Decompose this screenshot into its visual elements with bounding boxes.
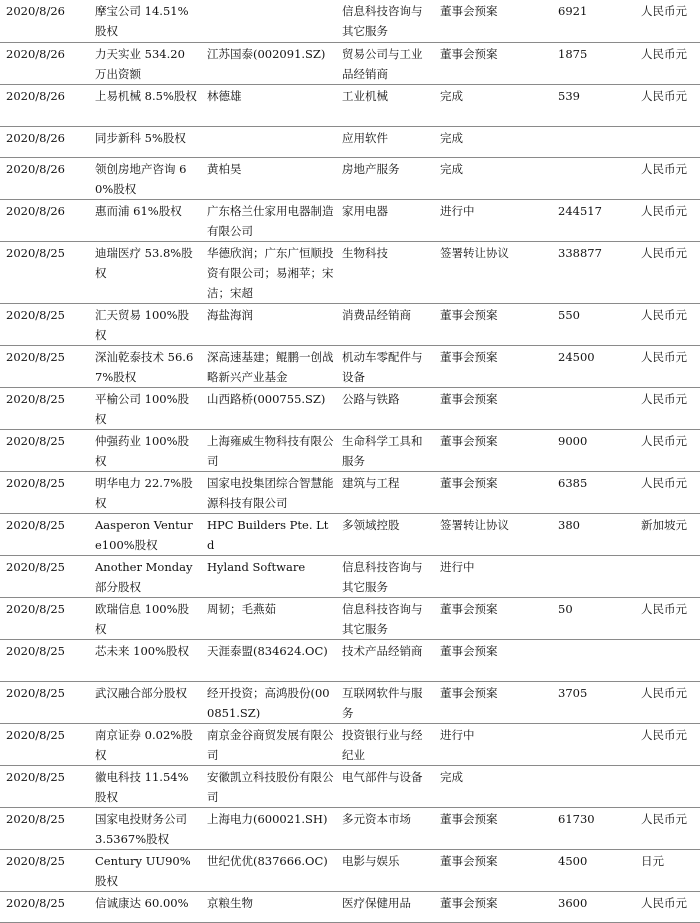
target-cell: 芯未来 100%股权 <box>87 639 199 681</box>
status-cell: 董事会预案 <box>432 597 550 639</box>
table-row <box>0 126 700 157</box>
currency-cell: 人民币元 <box>633 157 700 199</box>
buyer-cell: 天涯泰盟(834624.OC) <box>199 639 334 681</box>
amount-cell: 550 <box>550 303 633 345</box>
status-cell: 完成 <box>432 765 550 807</box>
date-cell: 2020/8/25 <box>0 429 87 471</box>
date-cell: 2020/8/25 <box>0 387 87 429</box>
industry-cell: 应用软件 <box>334 126 432 157</box>
date-cell: 2020/8/26 <box>0 126 87 157</box>
currency-cell: 人民币元 <box>633 891 700 922</box>
buyer-cell: 黄柏昊 <box>199 157 334 199</box>
target-cell: Aasperon Venture100%股权 <box>87 513 199 555</box>
status-cell: 董事会预案 <box>432 429 550 471</box>
buyer-cell: 华德欣润；广东广恒顺投资有限公司；易湘苹；宋洁；宋超 <box>199 241 334 303</box>
industry-cell: 公路与铁路 <box>334 387 432 429</box>
date-cell: 2020/8/25 <box>0 471 87 513</box>
target-cell: 领创房地产咨询 60%股权 <box>87 157 199 199</box>
amount-cell <box>550 157 633 199</box>
amount-cell: 380 <box>550 513 633 555</box>
amount-cell <box>550 126 633 157</box>
buyer-cell: 深高速基建；鲲鹏一创战略新兴产业基金 <box>199 345 334 387</box>
industry-cell: 投资银行业与经纪业 <box>334 723 432 765</box>
table-row <box>0 891 700 922</box>
table-row <box>0 471 700 513</box>
amount-cell <box>550 555 633 597</box>
buyer-cell: 安徽凯立科技股份有限公司 <box>199 765 334 807</box>
status-cell: 进行中 <box>432 199 550 241</box>
table-row <box>0 765 700 807</box>
target-cell: 汇天贸易 100%股权 <box>87 303 199 345</box>
date-cell: 2020/8/25 <box>0 891 87 922</box>
target-cell: 迪瑞医疗 53.8%股权 <box>87 241 199 303</box>
date-cell: 2020/8/25 <box>0 597 87 639</box>
status-cell: 签署转让协议 <box>432 513 550 555</box>
table-row <box>0 42 700 84</box>
buyer-cell: Hyland Software <box>199 555 334 597</box>
table-row <box>0 157 700 199</box>
currency-cell: 人民币元 <box>633 597 700 639</box>
buyer-cell: 山西路桥(000755.SZ) <box>199 387 334 429</box>
status-cell: 签署转让协议 <box>432 241 550 303</box>
currency-cell: 人民币元 <box>633 471 700 513</box>
amount-cell <box>550 639 633 681</box>
date-cell: 2020/8/26 <box>0 0 87 42</box>
date-cell: 2020/8/25 <box>0 303 87 345</box>
buyer-cell: 南京金谷商贸发展有限公司 <box>199 723 334 765</box>
amount-cell <box>550 723 633 765</box>
date-cell: 2020/8/25 <box>0 513 87 555</box>
target-cell: 仲强药业 100%股权 <box>87 429 199 471</box>
amount-cell: 24500 <box>550 345 633 387</box>
amount-cell: 539 <box>550 84 633 126</box>
date-cell: 2020/8/25 <box>0 765 87 807</box>
currency-cell: 人民币元 <box>633 723 700 765</box>
table-row <box>0 723 700 765</box>
status-cell: 董事会预案 <box>432 807 550 849</box>
target-cell: 南京证券 0.02%股权 <box>87 723 199 765</box>
status-cell: 完成 <box>432 126 550 157</box>
currency-cell <box>633 639 700 681</box>
date-cell: 2020/8/26 <box>0 42 87 84</box>
status-cell: 完成 <box>432 157 550 199</box>
target-cell: 武汉融合部分股权 <box>87 681 199 723</box>
buyer-cell: 京粮生物 <box>199 891 334 922</box>
amount-cell: 3705 <box>550 681 633 723</box>
industry-cell: 多领域控股 <box>334 513 432 555</box>
currency-cell <box>633 765 700 807</box>
industry-cell: 生物科技 <box>334 241 432 303</box>
amount-cell: 338877 <box>550 241 633 303</box>
table-row <box>0 849 700 891</box>
industry-cell: 家用电器 <box>334 199 432 241</box>
currency-cell: 人民币元 <box>633 0 700 42</box>
table-row <box>0 681 700 723</box>
amount-cell <box>550 765 633 807</box>
table-row <box>0 597 700 639</box>
amount-cell: 3600 <box>550 891 633 922</box>
target-cell: Another Monday 部分股权 <box>87 555 199 597</box>
industry-cell: 信息科技咨询与其它服务 <box>334 0 432 42</box>
industry-cell: 建筑与工程 <box>334 471 432 513</box>
currency-cell: 人民币元 <box>633 807 700 849</box>
table-row <box>0 555 700 597</box>
buyer-cell <box>199 0 334 42</box>
status-cell: 董事会预案 <box>432 345 550 387</box>
target-cell: 上易机械 8.5%股权 <box>87 84 199 126</box>
currency-cell <box>633 555 700 597</box>
status-cell: 董事会预案 <box>432 639 550 681</box>
target-cell: 国家电投财务公司 3.5367%股权 <box>87 807 199 849</box>
industry-cell: 生命科学工具和服务 <box>334 429 432 471</box>
currency-cell: 人民币元 <box>633 345 700 387</box>
buyer-cell: 海盐海润 <box>199 303 334 345</box>
table-row <box>0 199 700 241</box>
buyer-cell <box>199 126 334 157</box>
date-cell: 2020/8/26 <box>0 84 87 126</box>
amount-cell: 61730 <box>550 807 633 849</box>
currency-cell: 日元 <box>633 849 700 891</box>
industry-cell: 信息科技咨询与其它服务 <box>334 597 432 639</box>
target-cell: 同步新科 5%股权 <box>87 126 199 157</box>
currency-cell: 人民币元 <box>633 429 700 471</box>
status-cell: 董事会预案 <box>432 303 550 345</box>
target-cell: 深汕乾泰技术 56.67%股权 <box>87 345 199 387</box>
status-cell: 进行中 <box>432 555 550 597</box>
status-cell: 董事会预案 <box>432 471 550 513</box>
target-cell: 摩宝公司 14.51%股权 <box>87 0 199 42</box>
status-cell: 董事会预案 <box>432 849 550 891</box>
table-row <box>0 639 700 681</box>
buyer-cell: 上海电力(600021.SH) <box>199 807 334 849</box>
amount-cell: 9000 <box>550 429 633 471</box>
table-row <box>0 513 700 555</box>
target-cell: 徽电科技 11.54%股权 <box>87 765 199 807</box>
target-cell: 明华电力 22.7%股权 <box>87 471 199 513</box>
target-cell: 惠而浦 61%股权 <box>87 199 199 241</box>
status-cell: 进行中 <box>432 723 550 765</box>
amount-cell: 244517 <box>550 199 633 241</box>
target-cell: 欧瑞信息 100%股权 <box>87 597 199 639</box>
buyer-cell: 上海雍威生物科技有限公司 <box>199 429 334 471</box>
table-row <box>0 387 700 429</box>
date-cell: 2020/8/25 <box>0 807 87 849</box>
currency-cell <box>633 126 700 157</box>
industry-cell: 电影与娱乐 <box>334 849 432 891</box>
currency-cell: 人民币元 <box>633 681 700 723</box>
buyer-cell: 广东格兰仕家用电器制造有限公司 <box>199 199 334 241</box>
industry-cell: 技术产品经销商 <box>334 639 432 681</box>
target-cell: Century UU90%股权 <box>87 849 199 891</box>
industry-cell: 信息科技咨询与其它服务 <box>334 555 432 597</box>
date-cell: 2020/8/25 <box>0 849 87 891</box>
date-cell: 2020/8/25 <box>0 681 87 723</box>
buyer-cell: 林德雄 <box>199 84 334 126</box>
table-row <box>0 345 700 387</box>
date-cell: 2020/8/25 <box>0 723 87 765</box>
industry-cell: 电气部件与设备 <box>334 765 432 807</box>
industry-cell: 贸易公司与工业品经销商 <box>334 42 432 84</box>
amount-cell: 50 <box>550 597 633 639</box>
buyer-cell: 国家电投集团综合智慧能源科技有限公司 <box>199 471 334 513</box>
table-row <box>0 84 700 126</box>
industry-cell: 多元资本市场 <box>334 807 432 849</box>
industry-cell: 机动车零配件与设备 <box>334 345 432 387</box>
currency-cell: 新加坡元 <box>633 513 700 555</box>
industry-cell: 互联网软件与服务 <box>334 681 432 723</box>
buyer-cell: 世纪优优(837666.OC) <box>199 849 334 891</box>
table-row <box>0 429 700 471</box>
industry-cell: 工业机械 <box>334 84 432 126</box>
status-cell: 董事会预案 <box>432 0 550 42</box>
industry-cell: 消费品经销商 <box>334 303 432 345</box>
date-cell: 2020/8/25 <box>0 241 87 303</box>
currency-cell: 人民币元 <box>633 387 700 429</box>
amount-cell: 4500 <box>550 849 633 891</box>
currency-cell: 人民币元 <box>633 199 700 241</box>
target-cell: 平榆公司 100%股权 <box>87 387 199 429</box>
status-cell: 董事会预案 <box>432 681 550 723</box>
target-cell: 力天实业 534.20 万出资额 <box>87 42 199 84</box>
table-row <box>0 303 700 345</box>
date-cell: 2020/8/26 <box>0 199 87 241</box>
target-cell: 信诚康达 60.00% <box>87 891 199 922</box>
currency-cell: 人民币元 <box>633 42 700 84</box>
amount-cell: 6921 <box>550 0 633 42</box>
table-row <box>0 0 700 42</box>
table-row <box>0 807 700 849</box>
amount-cell: 6385 <box>550 471 633 513</box>
buyer-cell: 江苏国泰(002091.SZ) <box>199 42 334 84</box>
status-cell: 董事会预案 <box>432 387 550 429</box>
currency-cell: 人民币元 <box>633 84 700 126</box>
status-cell: 董事会预案 <box>432 891 550 922</box>
status-cell: 完成 <box>432 84 550 126</box>
currency-cell: 人民币元 <box>633 241 700 303</box>
date-cell: 2020/8/25 <box>0 555 87 597</box>
buyer-cell: 经开投资；高鸿股份(000851.SZ) <box>199 681 334 723</box>
buyer-cell: 周韧；毛燕茹 <box>199 597 334 639</box>
date-cell: 2020/8/25 <box>0 639 87 681</box>
date-cell: 2020/8/26 <box>0 157 87 199</box>
industry-cell: 房地产服务 <box>334 157 432 199</box>
table-row <box>0 241 700 303</box>
industry-cell: 医疗保健用品 <box>334 891 432 922</box>
status-cell: 董事会预案 <box>432 42 550 84</box>
buyer-cell: HPC Builders Pte. Ltd <box>199 513 334 555</box>
amount-cell <box>550 387 633 429</box>
currency-cell: 人民币元 <box>633 303 700 345</box>
date-cell: 2020/8/25 <box>0 345 87 387</box>
amount-cell: 1875 <box>550 42 633 84</box>
